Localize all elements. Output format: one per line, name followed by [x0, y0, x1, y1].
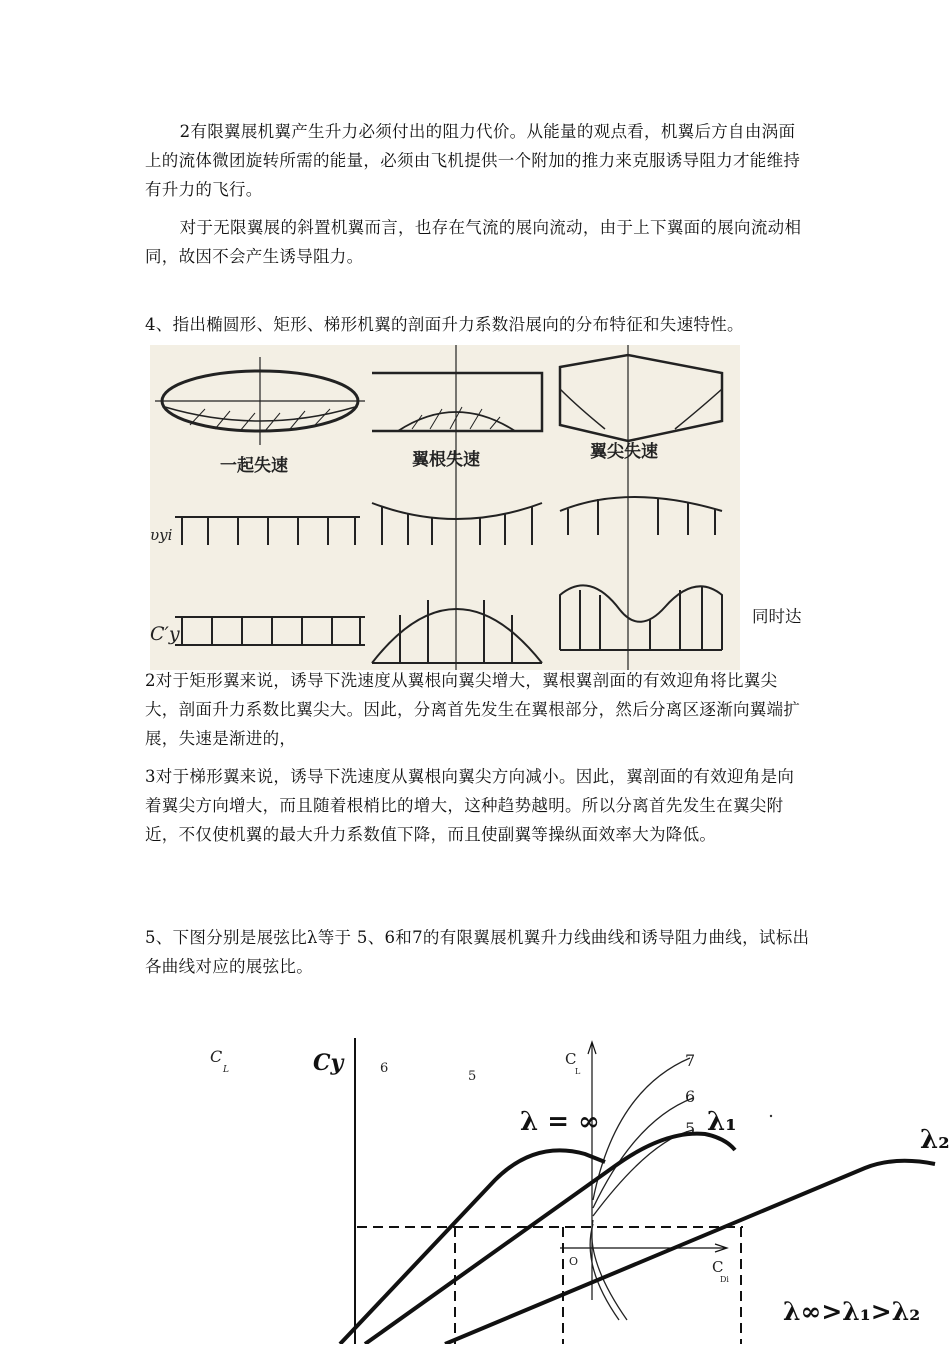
downwash-trapezoidal	[560, 497, 722, 535]
figure-wing-stall-svg	[150, 345, 740, 670]
side-note: 同时达	[752, 607, 802, 626]
drag-curve-7	[593, 1058, 690, 1200]
label-origin: O	[569, 1255, 579, 1268]
label-together-stall: 一起失速	[220, 456, 288, 476]
label-lambda-1: λ₁	[707, 1107, 737, 1137]
paragraph-swept-wing: 对于无限翼展的斜置机翼而言，也存在气流的展向流动，由于上下翼面的展向流动相同，故因不会产生诱导阻力。	[145, 218, 802, 266]
question-4: 4、指出椭圆形、矩形、梯形机翼的剖面升力系数沿展向的分布特征和失速特性。	[145, 315, 744, 334]
label-cdi-sub: Di	[720, 1275, 729, 1284]
label-6: 6	[685, 1087, 696, 1106]
cl-trapezoidal	[560, 585, 722, 650]
label-cdi: C	[712, 1258, 724, 1276]
label-7: 7	[685, 1051, 696, 1070]
rectangular-wing	[372, 345, 542, 670]
label-cl-left-sub: L	[223, 1065, 229, 1075]
downwash-rectangular	[372, 503, 542, 545]
label-lambda-2: λ₂	[920, 1125, 950, 1155]
elliptic-wing	[155, 357, 365, 445]
label-downwash: υyi	[150, 526, 173, 544]
paragraph-induced-drag-cost: 2有限翼展机翼产生升力必须付出的阻力代价。从能量的观点看，机翼后方自由涡面上的流体微团旋转所需的能量，必须由飞机提供一个附加的推力来克服诱导阻力才能维持有升力的飞行。	[145, 122, 801, 199]
downwash-elliptic	[175, 517, 360, 545]
label-cy: Cy	[313, 1050, 344, 1076]
label-lambda-infinite: λ = ∞	[520, 1107, 600, 1137]
label-root-stall: 翼根失速	[412, 450, 480, 470]
figure-wing-stall-distribution	[150, 345, 740, 670]
label-cl-axis-sub: L	[575, 1067, 581, 1076]
label-tip-stall: 翼尖失速	[590, 442, 658, 462]
cl-rectangular	[372, 600, 542, 663]
paragraph-trapezoidal-wing: 3对于梯形翼来说，诱导下洗速度从翼根向翼尖方向减小。因此，翼剖面的有效迎角是向着翼尖方向增大，而且随着根梢比的增大，这种趋势越明。所以分离首先发生在翼尖附近，不仅使机翼的最大升力系数值下降，而且使副翼等操纵面效率大为降低。	[145, 767, 795, 844]
lift-curve-lambda1	[365, 1134, 735, 1344]
label-cl-left: C	[210, 1047, 223, 1066]
paragraph-rectangular-wing: 2对于矩形翼来说，诱导下洗速度从翼根向翼尖增大，翼根翼剖面的有效迎角将比翼尖大，剖面升力系数比翼尖大。因此，分离首先发生在翼根部分，然后分离区逐渐向翼端扩展，失速是渐进的，	[145, 671, 801, 748]
drag-curve-6	[593, 1098, 696, 1208]
label-6-top: 6	[380, 1061, 389, 1076]
cl-elliptic	[175, 617, 365, 645]
figure-lift-curves	[145, 1030, 950, 1344]
label-5-top: 5	[468, 1069, 477, 1084]
figure-lift-curves-svg	[145, 1030, 950, 1344]
label-aspect-ratio-inequality: λ∞>λ₁>λ₂	[783, 1297, 921, 1326]
question-5: 5、下图分别是展弦比λ等于 5、6和7的有限翼展机翼升力线曲线和诱导阻力曲线，试标出各曲线对应的展弦比。	[145, 928, 810, 976]
label-cl-axis: C	[565, 1050, 577, 1068]
label-section-cl: C′y	[150, 623, 180, 645]
stray-mark	[770, 1115, 772, 1117]
lift-curve-infinite	[340, 1150, 605, 1344]
label-5: 5	[685, 1119, 696, 1138]
